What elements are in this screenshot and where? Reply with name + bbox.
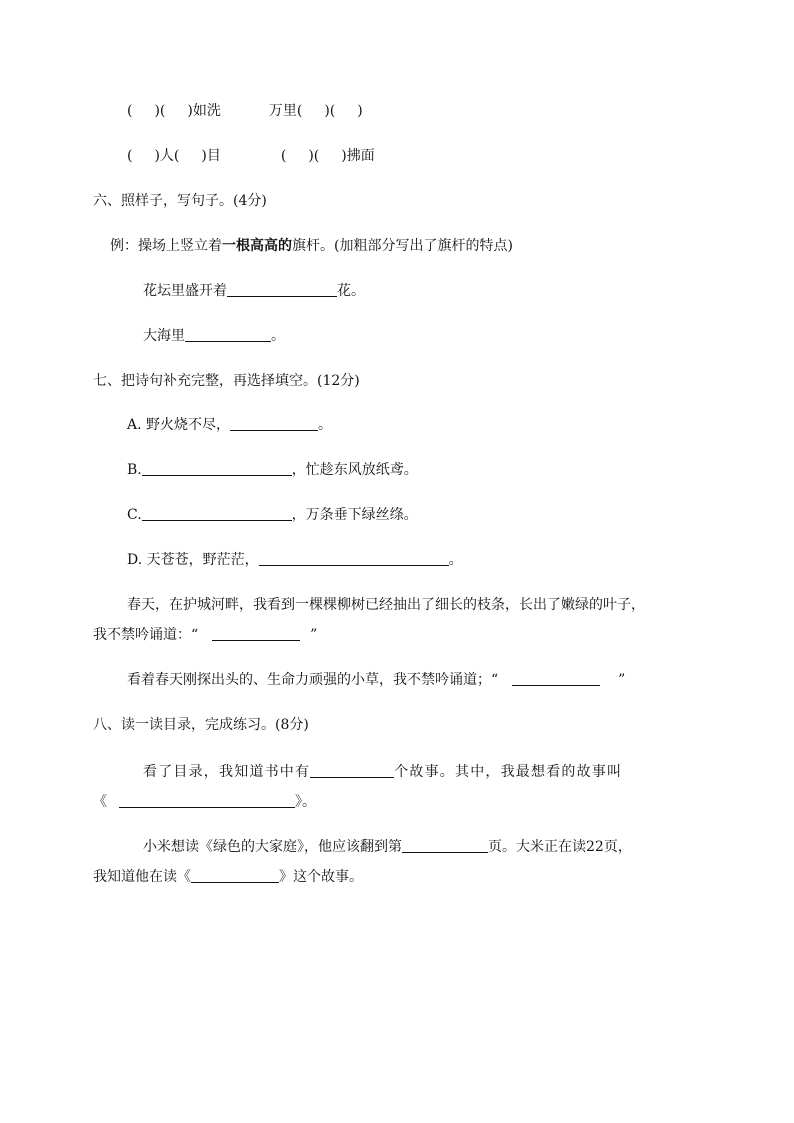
p1-line2-suffix: 》。 <box>295 794 316 810</box>
section-6-heading: 六、照样子，写句子。(4分) <box>93 193 267 209</box>
toc-paragraph-2-line-2 <box>93 867 363 887</box>
sentence-1-prefix: 花坛里盛开着 <box>143 283 227 299</box>
para1-suffix: ” <box>310 627 318 643</box>
idiom-text: ) <box>357 103 363 119</box>
answer-blank[interactable] <box>227 282 337 297</box>
p2-suffix: 页。大米正在读22页， <box>488 839 632 855</box>
toc-paragraph-2-line-1 <box>143 837 632 857</box>
paragraph-2 <box>127 670 625 690</box>
section-7-heading: 七、把诗句补充完整，再选择填空。(12分) <box>93 373 360 389</box>
answer-blank[interactable] <box>191 868 279 883</box>
idiom-text: )( <box>324 103 336 119</box>
poem-d-prefix: D. 天苍苍，野茫茫， <box>127 552 259 568</box>
poem-d <box>127 550 463 570</box>
answer-blank[interactable] <box>512 671 600 686</box>
poem-a <box>127 415 332 435</box>
para2-suffix: ” <box>618 672 626 688</box>
para1-prefix: 我不禁吟诵道：“ <box>93 627 199 643</box>
answer-blank[interactable] <box>230 416 318 431</box>
idiom-text: ( <box>127 148 133 164</box>
sentence-2-suffix: 。 <box>271 328 285 344</box>
answer-blank[interactable] <box>119 793 295 808</box>
example-suffix: 旗杆。(加粗部分写出了旗杆的特点) <box>292 238 513 254</box>
sentence-1-suffix: 花。 <box>337 283 365 299</box>
idiom-text: 万里( <box>268 103 303 119</box>
answer-blank[interactable] <box>142 506 292 521</box>
poem-b-suffix: ，忙趁东风放纸鸢。 <box>291 462 418 478</box>
idiom-text: ( <box>280 148 287 164</box>
idiom-row-1 <box>127 101 363 121</box>
p1-suffix: 个故事。其中，我最想看的故事叫 <box>394 764 623 780</box>
example-bold: 一根高高的 <box>222 238 292 254</box>
idiom-text: ( <box>127 103 133 119</box>
idiom-text: )拂面 <box>341 148 375 164</box>
paragraph-1-line-1: 春天，在护城河畔，我看到一棵棵柳树已经抽出了细长的枝条，长出了嫩绿的叶子， <box>127 597 645 613</box>
poem-a-suffix: 。 <box>318 417 333 433</box>
p2-prefix: 小米想读《绿色的大家庭》，他应该翻到第 <box>143 839 402 855</box>
poem-b <box>127 460 418 480</box>
answer-blank[interactable] <box>212 626 300 641</box>
poem-c-suffix: ，万条垂下绿丝绦。 <box>291 507 418 523</box>
answer-blank[interactable] <box>142 461 292 476</box>
poem-d-suffix: 。 <box>448 552 463 568</box>
answer-blank[interactable] <box>185 327 271 342</box>
idiom-text: )目 <box>201 148 221 164</box>
idiom-text: )人( <box>154 148 180 164</box>
p1-line2-prefix: 《 <box>93 794 107 810</box>
p1-prefix: 看了目录，我知道书中有 <box>143 764 311 780</box>
idiom-text: )如洗 <box>187 103 221 119</box>
idiom-row-2 <box>127 146 375 166</box>
poem-b-prefix: B. <box>127 462 142 478</box>
p2-line2-prefix: 我知道他在读《 <box>93 869 191 885</box>
sentence-1 <box>143 281 365 301</box>
answer-blank[interactable] <box>310 763 394 778</box>
p2-line2-suffix: 》这个故事。 <box>279 869 363 885</box>
sentence-2-prefix: 大海里 <box>143 328 185 344</box>
toc-paragraph-1-line-2 <box>93 792 316 812</box>
poem-a-prefix: A. 野火烧不尽， <box>127 417 231 433</box>
answer-blank[interactable] <box>259 551 449 566</box>
answer-blank[interactable] <box>402 838 488 853</box>
section-8-heading: 八、读一读目录，完成练习。(8分) <box>93 717 309 733</box>
poem-c <box>127 505 418 525</box>
para2-prefix: 看着春天刚探出头的、生命力顽强的小草，我不禁吟诵道；“ <box>127 672 499 688</box>
idiom-text: )( <box>308 148 320 164</box>
paragraph-1-line-2 <box>93 625 317 645</box>
example-prefix: 例：操场上竖立着 <box>110 238 222 254</box>
toc-paragraph-1-line-1 <box>143 762 622 782</box>
example-sentence <box>110 236 513 256</box>
poem-c-prefix: C. <box>127 507 142 523</box>
sentence-2 <box>143 326 285 346</box>
idiom-text: )( <box>154 103 166 119</box>
